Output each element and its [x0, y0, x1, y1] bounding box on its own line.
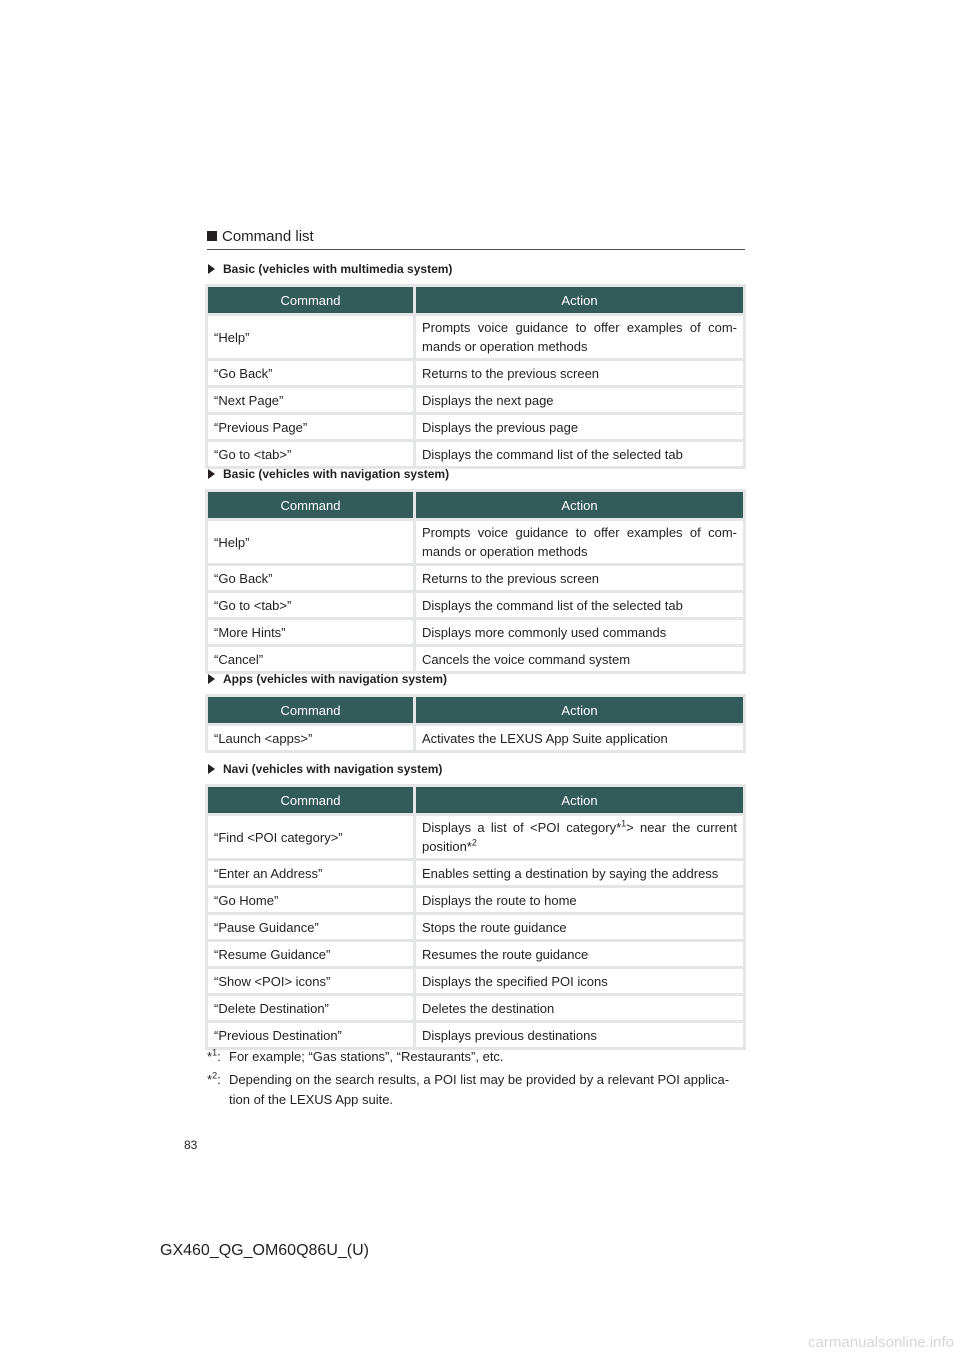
table-header-row	[208, 287, 743, 313]
action-cell: Stops the route guidance	[416, 915, 743, 939]
command-cell: “Next Page”	[208, 388, 413, 412]
header-command: Command	[208, 787, 413, 813]
command-cell: “Previous Page”	[208, 415, 413, 439]
command-table-navi	[205, 784, 746, 1050]
action-cell: Displays the specified POI icons	[416, 969, 743, 993]
header-command: Command	[208, 287, 413, 313]
subheading-basic-navigation: Basic (vehicles with navigation system)	[208, 467, 449, 481]
command-table-basic-navigation	[205, 489, 746, 674]
command-cell: “Help”	[208, 521, 413, 563]
footnotes	[207, 1047, 747, 1113]
footnote-2: *$^2$: Depending on the search results, a POI list may be provided by a relevant POI applica-tion of the LEXUS App suite.	[207, 1070, 730, 1107]
table-row	[208, 888, 743, 912]
table-row	[208, 915, 743, 939]
command-cell: “Launch <apps>”	[208, 726, 413, 750]
action-cell: Activates the LEXUS App Suite application	[416, 726, 743, 750]
subheading-navi: Navi (vehicles with navigation system)	[208, 762, 442, 776]
command-table-basic-multimedia	[205, 284, 746, 469]
action-cell: Displays more commonly used commands	[416, 620, 743, 644]
action-cell: Displays the command list of the selected tab	[416, 442, 743, 466]
table-row	[208, 1023, 743, 1047]
table-row	[208, 593, 743, 617]
action-cell: Cancels the voice command system	[416, 647, 743, 671]
action-cell: Displays the previous page	[416, 415, 743, 439]
action-cell: Displays a list of <POI category*$^1$> near the current position*$^2$	[416, 816, 743, 858]
triangle-bullet-icon	[208, 674, 215, 684]
watermark: carmanualsonline.info	[808, 1334, 954, 1351]
table-row	[208, 726, 743, 750]
square-bullet-icon	[207, 231, 217, 241]
subheading-apps: Apps (vehicles with navigation system)	[208, 672, 447, 686]
action-cell: Returns to the previous screen	[416, 566, 743, 590]
table-header-row	[208, 697, 743, 723]
table-row	[208, 861, 743, 885]
table-row	[208, 316, 743, 358]
subheading-basic-multimedia: Basic (vehicles with multimedia system)	[208, 262, 452, 276]
triangle-bullet-icon	[208, 764, 215, 774]
table-row	[208, 647, 743, 671]
header-command: Command	[208, 492, 413, 518]
triangle-bullet-icon	[208, 469, 215, 479]
command-cell: “Go Back”	[208, 566, 413, 590]
command-cell: “Resume Guidance”	[208, 942, 413, 966]
header-action: Action	[416, 287, 743, 313]
command-cell: “Find <POI category>”	[208, 816, 413, 858]
footnote-1: *$^1$: For example; “Gas stations”, “Restaurants”, etc.	[207, 1047, 504, 1064]
command-cell: “More Hints”	[208, 620, 413, 644]
table-row	[208, 521, 743, 563]
table-row	[208, 361, 743, 385]
table-row	[208, 620, 743, 644]
action-cell: Displays the next page	[416, 388, 743, 412]
command-cell: “Previous Destination”	[208, 1023, 413, 1047]
action-cell: Deletes the destination	[416, 996, 743, 1020]
table-header-row	[208, 787, 743, 813]
command-cell: “Delete Destination”	[208, 996, 413, 1020]
header-action: Action	[416, 697, 743, 723]
action-cell: Enables setting a destination by saying the address	[416, 861, 743, 885]
command-table-apps	[205, 694, 746, 753]
table-row	[208, 996, 743, 1020]
command-cell: “Pause Guidance”	[208, 915, 413, 939]
page-number: 83	[184, 1138, 198, 1152]
command-cell: “Go Home”	[208, 888, 413, 912]
action-cell: Resumes the route guidance	[416, 942, 743, 966]
action-cell: Prompts voice guidance to offer examples of com-mands or operation methods	[416, 316, 743, 358]
action-cell: Displays previous destinations	[416, 1023, 743, 1047]
section-title: Command list	[222, 228, 314, 245]
command-cell: “Go Back”	[208, 361, 413, 385]
triangle-bullet-icon	[208, 264, 215, 274]
action-cell: Prompts voice guidance to offer examples of com-mands or operation methods	[416, 521, 743, 563]
table-row	[208, 388, 743, 412]
command-cell: “Go to <tab>”	[208, 593, 413, 617]
table-row	[208, 969, 743, 993]
command-cell: “Go to <tab>”	[208, 442, 413, 466]
command-cell: “Enter an Address”	[208, 861, 413, 885]
table-row	[208, 942, 743, 966]
action-cell: Displays the command list of the selected tab	[416, 593, 743, 617]
command-cell: “Help”	[208, 316, 413, 358]
table-row	[208, 816, 743, 858]
action-cell: Displays the route to home	[416, 888, 743, 912]
table-row	[208, 415, 743, 439]
table-header-row	[208, 492, 743, 518]
header-action: Action	[416, 787, 743, 813]
command-cell: “Cancel”	[208, 647, 413, 671]
table-row	[208, 442, 743, 466]
document-code: GX460_QG_OM60Q86U_(U)	[160, 1242, 369, 1259]
header-action: Action	[416, 492, 743, 518]
action-cell: Returns to the previous screen	[416, 361, 743, 385]
table-row	[208, 566, 743, 590]
header-command: Command	[208, 697, 413, 723]
command-cell: “Show <POI> icons”	[208, 969, 413, 993]
section-heading	[207, 228, 745, 250]
